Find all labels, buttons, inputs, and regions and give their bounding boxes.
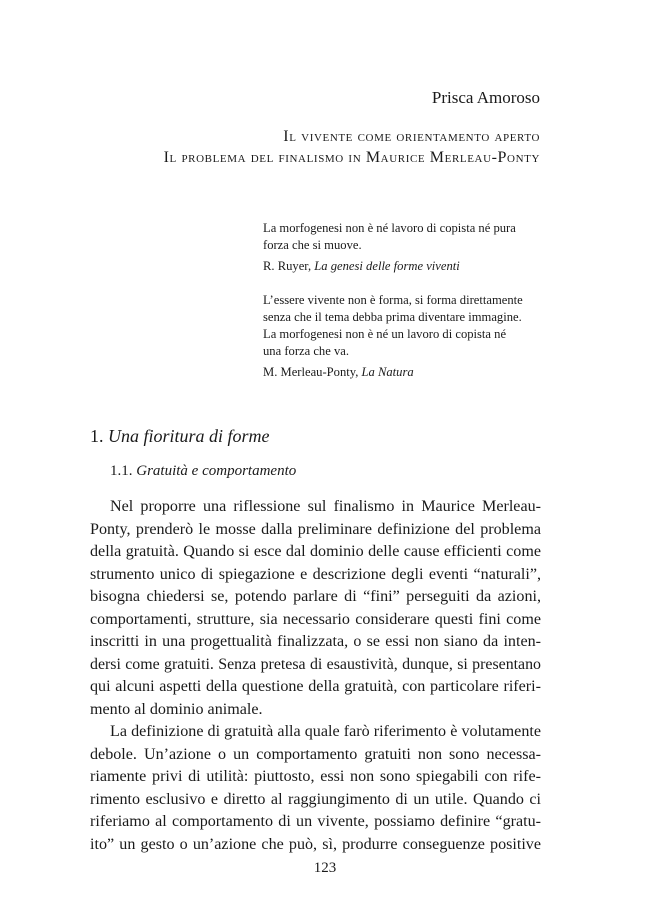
epigraph-source bbox=[263, 364, 543, 381]
body-text bbox=[90, 496, 541, 856]
epigraph-line: La morfogenesi non è né un lavoro di copista né bbox=[263, 327, 507, 341]
text-line: strumento unico di spiegazione e descrizione degli eventi “naturali”, bbox=[90, 565, 541, 583]
section-title: Una fioritura di forme bbox=[108, 426, 270, 446]
page-number: 123 bbox=[313, 860, 337, 876]
text-line: riamente privi di utilità: piuttosto, essi non sono spiegabili con rife- bbox=[90, 768, 541, 785]
epigraph-line: una forza che va. bbox=[263, 344, 350, 358]
epigraph-source bbox=[263, 258, 543, 275]
epigraph-line: La morfogenesi non è né lavoro di copista né pura bbox=[263, 221, 516, 235]
text-line: Nel proporre una riflessione sul finalismo in Maurice Merleau- bbox=[110, 498, 541, 515]
text-line: debole. Un’azione o un comportamento gratuiti non sono necessa- bbox=[90, 745, 541, 763]
subsection-title: Gratuità e comportamento bbox=[136, 463, 297, 479]
subsection-heading bbox=[110, 463, 296, 480]
section-number: 1. bbox=[90, 426, 108, 446]
author-name: Prisca Amoroso bbox=[431, 88, 540, 107]
paragraph-1 bbox=[90, 496, 541, 721]
text-line: della gratuità. Quando si esce dal dominio delle cause efficienti come bbox=[90, 543, 541, 560]
paragraph-2 bbox=[90, 721, 541, 856]
text-line: riferiamo al comportamento di un vivente, possiamo definire “gratu- bbox=[90, 813, 541, 830]
section-heading bbox=[90, 426, 270, 447]
chapter-title-line-1: Il vivente come orientamento aperto bbox=[283, 128, 540, 145]
epigraph-merleau-ponty bbox=[263, 292, 543, 381]
text-line: qui alcuni aspetti della questione della gratuità, con particolare riferi- bbox=[90, 678, 541, 695]
text-line: rimento esclusivo e diretto al raggiungimento di un utile. Quando ci bbox=[90, 790, 541, 808]
epigraph-line: L’essere vivente non è forma, si forma direttamente bbox=[263, 293, 523, 307]
epigraph-source-work: La genesi delle forme viventi bbox=[314, 259, 460, 273]
epigraph-line: forza che si muove. bbox=[263, 238, 362, 252]
epigraph-line: senza che il tema debba prima diventare immagine. bbox=[263, 310, 522, 324]
epigraph-source-work: La Natura bbox=[361, 365, 414, 379]
text-line: inscritti in una progettualità finalizzata, o se essi non siano da inten- bbox=[90, 633, 541, 650]
chapter-title-line-2: Il problema del finalismo in Maurice Merleau-Ponty bbox=[163, 149, 540, 166]
text-line: ito” un gesto o un’azione che può, sì, produrre conseguenze positive bbox=[90, 835, 541, 853]
text-line: comportamenti, strutture, sia necessario considerare questi fini come bbox=[90, 610, 541, 628]
subsection-number: 1.1. bbox=[110, 463, 137, 479]
text-line: mento al dominio animale. bbox=[90, 700, 263, 718]
text-line: bisogna chiedersi se, potendo parlare di “fini” perseguiti da azioni, bbox=[90, 588, 541, 605]
epigraph-source-author: M. Merleau-Ponty, bbox=[263, 365, 362, 379]
epigraph-source-author: R. Ruyer, bbox=[263, 259, 315, 273]
text-line: La definizione di gratuità alla quale farò riferimento è volutamente bbox=[110, 723, 541, 740]
epigraph-ruyer bbox=[263, 220, 543, 275]
text-line: Ponty, prenderò le mosse dalla preliminare definizione del problema bbox=[90, 520, 541, 538]
text-line: dersi come gratuiti. Senza pretesa di esaustività, dunque, si presentano bbox=[90, 655, 541, 673]
